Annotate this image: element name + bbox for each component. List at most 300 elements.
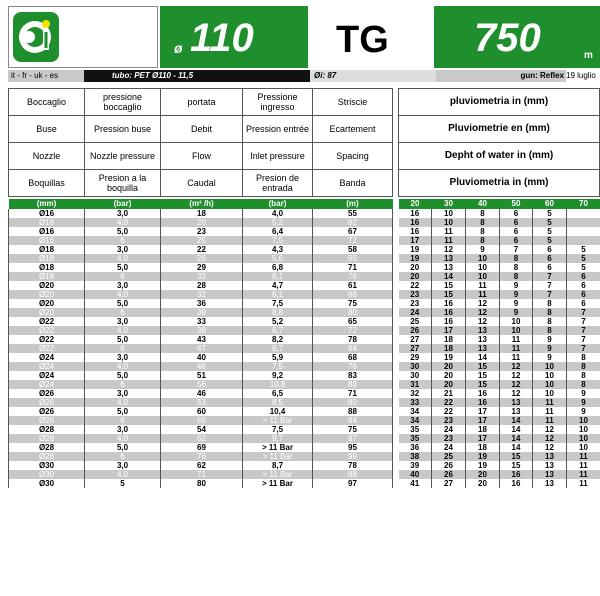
cell-pluvio-20: 35 <box>399 434 432 443</box>
cell-nozzle: Ø26 <box>9 416 85 425</box>
label-pressure-es: Presion a la boquilla <box>85 170 161 197</box>
cell-pluvio-30: 14 <box>432 272 466 281</box>
unit-nozzle: (mm) <box>9 199 85 209</box>
pluvio-label-es: Pluviometria in (mm) <box>399 170 600 197</box>
gun-strip <box>436 70 566 82</box>
cell-spacing: 55 <box>313 209 393 218</box>
cell-flow: 36 <box>161 299 243 308</box>
label-nozzle-uk: Nozzle <box>9 143 85 170</box>
cell-pressure: 4,0 <box>85 326 161 335</box>
cell-nozzle: Ø28 <box>9 425 85 434</box>
table-row <box>9 434 600 443</box>
pluvio-label-uk: Depht of water in (mm) <box>399 143 600 170</box>
label-table <box>8 88 393 197</box>
cell-spacing: 75 <box>313 425 393 434</box>
cell-pluvio-40: 16 <box>466 389 500 398</box>
cell-pluvio-40: 9 <box>466 245 500 254</box>
cell-inlet: 6,8 <box>243 263 313 272</box>
cell-pluvio-20: 40 <box>399 470 432 479</box>
cell-nozzle: Ø22 <box>9 335 85 344</box>
cell-pressure: 6 <box>85 272 161 281</box>
tube-spec: tubo: PET Ø110 - 11,5 <box>112 71 194 80</box>
cell-pressure: 5,0 <box>85 443 161 452</box>
cell-pluvio-20: 27 <box>399 344 432 353</box>
units-row <box>9 199 600 209</box>
table-row <box>9 317 600 326</box>
cell-pluvio-40: 19 <box>466 461 500 470</box>
logo-icon <box>13 12 59 62</box>
cell-pluvio-20: 26 <box>399 326 432 335</box>
cell-pluvio-20: 36 <box>399 443 432 452</box>
cell-pluvio-60: 12 <box>533 425 567 434</box>
speed-30: 30 <box>432 199 466 209</box>
cell-inlet: > 11 Bar <box>243 452 313 461</box>
label-flow-es: Caudal <box>161 170 243 197</box>
label-inlet-es: Presion de entrada <box>243 170 313 197</box>
cell-pluvio-50: 14 <box>500 434 533 443</box>
cell-pluvio-40: 8 <box>466 209 500 218</box>
cell-pluvio-60: 6 <box>533 263 567 272</box>
cell-pluvio-70: 8 <box>567 353 600 362</box>
table-row <box>9 362 600 371</box>
cell-pluvio-50: 13 <box>500 407 533 416</box>
cell-pluvio-50: 6 <box>500 218 533 227</box>
model-label: TG <box>336 19 389 61</box>
inner-diameter: Øi: 87 <box>314 71 337 80</box>
cell-nozzle: Ø20 <box>9 281 85 290</box>
cell-spacing: 95 <box>313 443 393 452</box>
cell-pluvio-40: 20 <box>466 479 500 488</box>
cell-pluvio-20: 16 <box>399 218 432 227</box>
cell-pluvio-50: 14 <box>500 416 533 425</box>
cell-inlet: 7,5 <box>243 425 313 434</box>
cell-pluvio-50: 16 <box>500 470 533 479</box>
cell-inlet: 9,7 <box>243 434 313 443</box>
cell-pluvio-40: 14 <box>466 353 500 362</box>
cell-nozzle: Ø24 <box>9 380 85 389</box>
cell-pluvio-30: 20 <box>432 380 466 389</box>
cell-flow: 22 <box>161 245 243 254</box>
cell-pluvio-20: 17 <box>399 236 432 245</box>
speed-20: 20 <box>399 199 432 209</box>
table-row <box>9 209 600 218</box>
cell-pluvio-30: 19 <box>432 353 466 362</box>
cell-pluvio-70: 5 <box>567 245 600 254</box>
cell-inlet: 7,5 <box>243 236 313 245</box>
cell-pluvio-70: 6 <box>567 299 600 308</box>
diameter-box <box>160 6 308 68</box>
table-row <box>9 479 600 488</box>
cell-pluvio-50: 6 <box>500 209 533 218</box>
cell-pluvio-70: 5 <box>567 254 600 263</box>
cell-pluvio-70: 8 <box>567 371 600 380</box>
cell-pluvio-40: 8 <box>466 227 500 236</box>
cell-spacing: 83 <box>313 371 393 380</box>
label-nozzle-it: Boccaglio <box>9 89 85 116</box>
unit-spacing: (m) <box>313 199 393 209</box>
label-spacing-uk: Spacing <box>313 143 393 170</box>
label-nozzle-fr: Buse <box>9 116 85 143</box>
cell-inlet: 8,7 <box>243 461 313 470</box>
table-row <box>9 254 600 263</box>
cell-pluvio-60: 10 <box>533 362 567 371</box>
cell-flow: 53 <box>161 398 243 407</box>
cell-pluvio-70 <box>567 209 600 218</box>
date-strip <box>566 70 600 82</box>
cell-spacing: 94 <box>313 416 393 425</box>
label-flow-uk: Flow <box>161 143 243 170</box>
cell-nozzle: Ø26 <box>9 398 85 407</box>
cell-pressure: 5,0 <box>85 263 161 272</box>
cell-nozzle: Ø28 <box>9 434 85 443</box>
table-row <box>9 452 600 461</box>
cell-spacing: 88 <box>313 407 393 416</box>
cell-pressure: 6 <box>85 344 161 353</box>
cell-pressure: 3,0 <box>85 209 161 218</box>
cell-pluvio-50: 9 <box>500 299 533 308</box>
label-nozzle-es: Boquillas <box>9 170 85 197</box>
cell-flow: 40 <box>161 353 243 362</box>
cell-flow: 66 <box>161 416 243 425</box>
cell-pressure: 3,0 <box>85 389 161 398</box>
table-row <box>9 425 600 434</box>
cell-pluvio-70: 9 <box>567 398 600 407</box>
cell-pressure: 5,0 <box>85 407 161 416</box>
cell-flow: 54 <box>161 425 243 434</box>
cell-pluvio-60: 5 <box>533 236 567 245</box>
cell-spacing: 80 <box>313 308 393 317</box>
label-inlet-it: Pressione ingresso <box>243 89 313 116</box>
cell-pluvio-70: 8 <box>567 380 600 389</box>
cell-nozzle: Ø30 <box>9 470 85 479</box>
cell-inlet: 9,7 <box>243 344 313 353</box>
cell-nozzle: Ø22 <box>9 344 85 353</box>
cell-pluvio-20: 24 <box>399 308 432 317</box>
cell-flow: 80 <box>161 479 243 488</box>
cell-pluvio-40: 10 <box>466 254 500 263</box>
cell-pressure: 5,0 <box>85 335 161 344</box>
cell-pluvio-70: 10 <box>567 443 600 452</box>
cell-inlet: > 11 Bar <box>243 443 313 452</box>
cell-pluvio-30: 23 <box>432 434 466 443</box>
cell-pluvio-30: 15 <box>432 290 466 299</box>
cell-spacing: 78 <box>313 461 393 470</box>
table-row <box>9 281 600 290</box>
cell-pluvio-30: 16 <box>432 317 466 326</box>
cell-pressure: 3,0 <box>85 245 161 254</box>
unit-pressure: (bar) <box>85 199 161 209</box>
cell-nozzle: Ø28 <box>9 443 85 452</box>
cell-inlet: > 11 Bar <box>243 416 313 425</box>
cell-pluvio-70 <box>567 236 600 245</box>
table-row <box>9 380 600 389</box>
cell-flow: 43 <box>161 335 243 344</box>
tube-strip <box>84 70 310 82</box>
cell-spacing: 97 <box>313 479 393 488</box>
cell-pluvio-70: 6 <box>567 290 600 299</box>
cell-inlet: 6,5 <box>243 389 313 398</box>
pluvio-label-it: pluviometria in (mm) <box>399 89 600 116</box>
cell-pluvio-40: 13 <box>466 326 500 335</box>
table-row <box>9 299 600 308</box>
cell-pluvio-20: 32 <box>399 389 432 398</box>
cell-inlet: 7,5 <box>243 299 313 308</box>
cell-pressure: 4,0 <box>85 254 161 263</box>
cell-pluvio-30: 27 <box>432 479 466 488</box>
cell-pluvio-50: 8 <box>500 254 533 263</box>
cell-pluvio-30: 13 <box>432 263 466 272</box>
cell-spacing: 62 <box>313 218 393 227</box>
cell-pluvio-60: 11 <box>533 398 567 407</box>
cell-inlet: 6,7 <box>243 326 313 335</box>
cell-pluvio-30: 11 <box>432 227 466 236</box>
cell-pluvio-60: 5 <box>533 227 567 236</box>
cell-spacing: 68 <box>313 353 393 362</box>
cell-pressure: 6 <box>85 380 161 389</box>
cell-pluvio-30: 24 <box>432 443 466 452</box>
nozzle-strip <box>310 70 436 82</box>
cell-pluvio-70: 9 <box>567 389 600 398</box>
cell-pluvio-50: 9 <box>500 281 533 290</box>
cell-pluvio-60: 8 <box>533 326 567 335</box>
cell-spacing: 88 <box>313 380 393 389</box>
cell-pluvio-60: 9 <box>533 335 567 344</box>
cell-pluvio-30: 12 <box>432 245 466 254</box>
cell-pluvio-60: 6 <box>533 254 567 263</box>
table-row <box>9 389 600 398</box>
cell-pluvio-40: 19 <box>466 452 500 461</box>
cell-pluvio-70: 7 <box>567 344 600 353</box>
cell-spacing: 67 <box>313 227 393 236</box>
cell-pluvio-70: 11 <box>567 479 600 488</box>
cell-pluvio-60: 5 <box>533 209 567 218</box>
cell-pluvio-60: 7 <box>533 272 567 281</box>
languages: it - fr - uk - es <box>11 71 59 80</box>
cell-pluvio-40: 12 <box>466 317 500 326</box>
cell-nozzle: Ø18 <box>9 254 85 263</box>
cell-nozzle: Ø22 <box>9 317 85 326</box>
cell-pluvio-50: 16 <box>500 479 533 488</box>
cell-inlet: 6,4 <box>243 227 313 236</box>
cell-pluvio-60: 5 <box>533 218 567 227</box>
cell-pluvio-40: 17 <box>466 407 500 416</box>
unit-inlet: (bar) <box>243 199 313 209</box>
cell-pluvio-70: 6 <box>567 272 600 281</box>
cell-pressure: 3,0 <box>85 281 161 290</box>
cell-pluvio-20: 34 <box>399 416 432 425</box>
cell-pluvio-20: 38 <box>399 452 432 461</box>
gun-model: gun: Reflex <box>520 71 564 80</box>
cell-spacing: 84 <box>313 344 393 353</box>
cell-flow: 18 <box>161 209 243 218</box>
cell-nozzle: Ø30 <box>9 461 85 470</box>
cell-pressure: 4,0 <box>85 398 161 407</box>
cell-pluvio-30: 22 <box>432 398 466 407</box>
cell-pluvio-70: 8 <box>567 362 600 371</box>
cell-pressure: 3,0 <box>85 353 161 362</box>
cell-pressure: 4,0 <box>85 470 161 479</box>
cell-pluvio-30: 16 <box>432 308 466 317</box>
cell-pluvio-50: 6 <box>500 227 533 236</box>
cell-pluvio-50: 12 <box>500 380 533 389</box>
cell-spacing: 76 <box>313 362 393 371</box>
cell-pluvio-30: 26 <box>432 461 466 470</box>
cell-pressure: 6 <box>85 416 161 425</box>
cell-pluvio-50: 9 <box>500 308 533 317</box>
logo-box <box>8 6 158 68</box>
cell-flow: 33 <box>161 317 243 326</box>
label-flow-fr: Debit <box>161 116 243 143</box>
cell-inlet: 6,1 <box>243 290 313 299</box>
model-box <box>308 6 434 68</box>
cell-pluvio-40: 11 <box>466 281 500 290</box>
cell-flow: 29 <box>161 263 243 272</box>
table-row <box>9 371 600 380</box>
cell-pluvio-50: 12 <box>500 362 533 371</box>
speed-50: 50 <box>500 199 533 209</box>
cell-pluvio-50: 10 <box>500 317 533 326</box>
cell-pluvio-30: 18 <box>432 335 466 344</box>
length-box <box>434 6 600 68</box>
cell-pluvio-20: 31 <box>399 380 432 389</box>
cell-pluvio-40: 15 <box>466 362 500 371</box>
cell-pluvio-60: 6 <box>533 245 567 254</box>
lang-strip <box>8 70 84 82</box>
cell-nozzle: Ø26 <box>9 407 85 416</box>
table-row <box>9 407 600 416</box>
cell-flow: 62 <box>161 434 243 443</box>
cell-pluvio-20: 23 <box>399 290 432 299</box>
label-spacing-it: Striscie <box>313 89 393 116</box>
cell-inlet: 8,5 <box>243 398 313 407</box>
cell-inlet: 8,8 <box>243 308 313 317</box>
unit-flow: (m³ /h) <box>161 199 243 209</box>
cell-pluvio-40: 11 <box>466 290 500 299</box>
cell-pluvio-30: 24 <box>432 425 466 434</box>
table-row <box>9 245 600 254</box>
cell-pluvio-70 <box>567 218 600 227</box>
cell-pluvio-20: 41 <box>399 479 432 488</box>
table-row <box>9 263 600 272</box>
length-unit: m <box>584 50 593 61</box>
cell-pluvio-50: 11 <box>500 344 533 353</box>
cell-inlet: > 11 Bar <box>243 479 313 488</box>
cell-pressure: 4,0 <box>85 362 161 371</box>
cell-pluvio-40: 17 <box>466 416 500 425</box>
cell-pluvio-30: 17 <box>432 326 466 335</box>
cell-pluvio-60: 9 <box>533 344 567 353</box>
cell-pluvio-40: 15 <box>466 380 500 389</box>
cell-nozzle: Ø28 <box>9 452 85 461</box>
cell-pluvio-70: 7 <box>567 335 600 344</box>
cell-inlet: 4,3 <box>243 245 313 254</box>
label-inlet-fr: Pression entrée <box>243 116 313 143</box>
cell-pluvio-50: 11 <box>500 353 533 362</box>
cell-flow: 60 <box>161 407 243 416</box>
cell-pluvio-40: 10 <box>466 263 500 272</box>
table-row <box>9 290 600 299</box>
cell-pluvio-40: 15 <box>466 371 500 380</box>
cell-pluvio-30: 20 <box>432 371 466 380</box>
table-row <box>9 272 600 281</box>
cell-spacing: 99 <box>313 452 393 461</box>
cell-inlet: 4,7 <box>243 281 313 290</box>
cell-pressure: 5,0 <box>85 299 161 308</box>
cell-pluvio-70: 5 <box>567 263 600 272</box>
cell-pressure: 6 <box>85 308 161 317</box>
speed-70: 70 <box>567 199 600 209</box>
cell-pluvio-40: 10 <box>466 272 500 281</box>
cell-pressure: 4,0 <box>85 434 161 443</box>
cell-pluvio-20: 22 <box>399 281 432 290</box>
cell-pluvio-30: 26 <box>432 470 466 479</box>
cell-spacing: 72 <box>313 236 393 245</box>
cell-pressure: 4,0 <box>85 290 161 299</box>
table-row <box>9 227 600 236</box>
cell-pluvio-50: 10 <box>500 326 533 335</box>
cell-nozzle: Ø20 <box>9 299 85 308</box>
cell-pluvio-70: 11 <box>567 470 600 479</box>
cell-pluvio-40: 18 <box>466 425 500 434</box>
cell-inlet: 7,5 <box>243 362 313 371</box>
cell-pluvio-20: 25 <box>399 317 432 326</box>
cell-pressure: 3,0 <box>85 425 161 434</box>
cell-pluvio-30: 25 <box>432 452 466 461</box>
cell-pluvio-50: 14 <box>500 425 533 434</box>
cell-pluvio-70: 10 <box>567 434 600 443</box>
cell-pluvio-20: 19 <box>399 245 432 254</box>
cell-pluvio-60: 11 <box>533 407 567 416</box>
cell-inlet: 4,0 <box>243 209 313 218</box>
cell-spacing: 80 <box>313 398 393 407</box>
logo-graphic <box>13 12 59 62</box>
cell-pluvio-70: 11 <box>567 452 600 461</box>
cell-inlet: 5,6 <box>243 254 313 263</box>
cell-nozzle: Ø26 <box>9 389 85 398</box>
cell-pluvio-20: 30 <box>399 371 432 380</box>
cell-pluvio-20: 33 <box>399 398 432 407</box>
cell-pluvio-40: 18 <box>466 443 500 452</box>
cell-spacing: 88 <box>313 470 393 479</box>
cell-pluvio-20: 20 <box>399 272 432 281</box>
label-inlet-uk: Inlet pressure <box>243 143 313 170</box>
table-row <box>9 326 600 335</box>
cell-nozzle: Ø24 <box>9 353 85 362</box>
cell-flow: 25 <box>161 236 243 245</box>
cell-pluvio-40: 17 <box>466 434 500 443</box>
diameter-symbol: ø <box>174 40 183 56</box>
cell-flow: 51 <box>161 371 243 380</box>
table-row <box>9 218 600 227</box>
cell-flow: 71 <box>161 470 243 479</box>
cell-pluvio-50: 8 <box>500 263 533 272</box>
date: 19 luglio <box>566 71 596 80</box>
cell-pluvio-40: 8 <box>466 236 500 245</box>
cell-flow: 23 <box>161 227 243 236</box>
cell-spacing: 71 <box>313 389 393 398</box>
cell-nozzle: Ø20 <box>9 308 85 317</box>
cell-inlet: > 11 Bar <box>243 470 313 479</box>
cell-pluvio-70: 7 <box>567 317 600 326</box>
cell-flow: 32 <box>161 290 243 299</box>
cell-pluvio-30: 18 <box>432 344 466 353</box>
cell-spacing: 65 <box>313 317 393 326</box>
cell-pluvio-30: 21 <box>432 389 466 398</box>
cell-pluvio-40: 13 <box>466 344 500 353</box>
cell-pluvio-30: 13 <box>432 254 466 263</box>
speed-40: 40 <box>466 199 500 209</box>
cell-pluvio-50: 15 <box>500 452 533 461</box>
